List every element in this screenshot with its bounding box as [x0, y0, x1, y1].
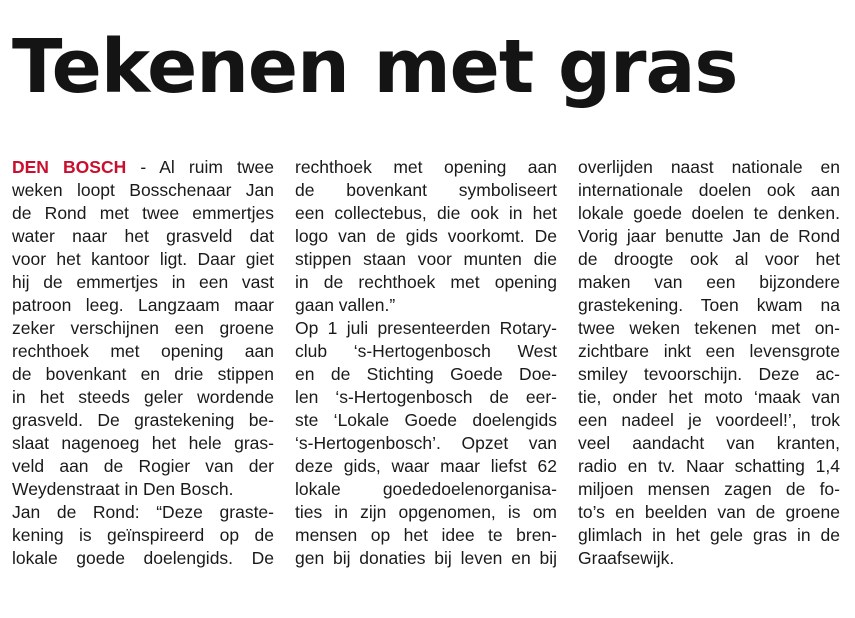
article-line: weken loopt Bosschenaar Jan	[12, 180, 274, 200]
article-line: Weydenstraat in Den Bosch.	[12, 479, 234, 499]
article-line: miljoen mensen zagen de fo-	[578, 479, 840, 499]
article-line: smiley tevoorschijn. Deze ac-	[578, 364, 840, 384]
article-line: gaan vallen.”	[295, 295, 396, 315]
article-line: lokale goede doelen te denken.	[578, 203, 840, 223]
article-column-3	[578, 156, 840, 570]
article-line: een nadeel je voordeel!’, trok	[578, 410, 840, 430]
article-line: tie, onder het moto ‘maak van	[578, 387, 840, 407]
article-line: maken van een bijzondere	[578, 272, 840, 292]
article-line: slaat nagenoeg het hele gras-	[12, 433, 274, 453]
article-line: veel aandacht van kranten,	[578, 433, 840, 453]
article-line: de Rond met twee emmertjes	[12, 203, 274, 223]
article-line: Vorig jaar benutte Jan de Rond	[578, 226, 840, 246]
article-line: zeker verschijnen een groene	[12, 318, 274, 338]
article-column-2	[295, 156, 557, 570]
article-line: de bovenkant symboliseert	[295, 180, 557, 200]
article-line: de droogte ook al voor het	[578, 249, 840, 269]
article-line: rechthoek met opening aan	[12, 341, 274, 361]
article-line: ste ‘Lokale Goede doelengids	[295, 410, 557, 430]
article-line: gen bij donaties bij leven en bij	[295, 548, 557, 568]
article-line: grasveld. De grastekening be-	[12, 410, 274, 430]
article-line: Jan de Rond: “Deze graste-	[12, 502, 274, 522]
article-line	[12, 156, 274, 179]
article-line: voor het kantoor ligt. Daar giet	[12, 249, 274, 269]
article-line: club ‘s-Hertogenbosch West	[295, 341, 557, 361]
article-line: zichtbare inkt een levensgrote	[578, 341, 840, 361]
article-line: deze gids, waar maar liefst 62	[295, 456, 557, 476]
article-line: logo van de gids voorkomt. De	[295, 226, 557, 246]
article-line: twee weken tekenen met on-	[578, 318, 840, 338]
article-line: lokale goede doelengids. De	[12, 548, 274, 568]
article-line: een collectebus, die ook in het	[295, 203, 557, 223]
article-line: to’s en beelden van de groene	[578, 502, 840, 522]
article-line-text: - Al ruim twee	[126, 157, 274, 177]
article-line: radio en tv. Naar schatting 1,4	[578, 456, 840, 476]
article-line: stippen staan voor munten die	[295, 249, 557, 269]
article-line: hij de emmertjes in een vast	[12, 272, 274, 292]
article-line: patroon leeg. Langzaam maar	[12, 295, 274, 315]
article-line: en de Stichting Goede Doe-	[295, 364, 557, 384]
article-line: grastekening. Toen kwam na	[578, 295, 840, 315]
article-column-1	[12, 156, 274, 570]
article-line: kening is geïnspireerd op de	[12, 525, 274, 545]
article-line: lokale goededoelenorganisa-	[295, 479, 557, 499]
article-line: Op 1 juli presenteerden Rotary-	[295, 318, 557, 338]
article-line: in de rechthoek met opening	[295, 272, 557, 292]
article-line: len ‘s-Hertogenbosch de eer-	[295, 387, 557, 407]
article-line: overlijden naast nationale en	[578, 157, 840, 177]
article-line: ties in zijn opgenomen, is om	[295, 502, 557, 522]
article-line: internationale doelen ook aan	[578, 180, 840, 200]
article-headline: Tekenen met gras	[12, 24, 738, 110]
article-line: veld aan de Rogier van der	[12, 456, 274, 476]
article-line: de bovenkant en drie stippen	[12, 364, 274, 384]
article-line: water naar het grasveld dat	[12, 226, 274, 246]
article-line: mensen op het idee te bren-	[295, 525, 557, 545]
article-line: glimlach in het gele gras in de	[578, 525, 840, 545]
article-line: Graafsewijk.	[578, 548, 675, 568]
article-line: rechthoek met opening aan	[295, 157, 557, 177]
dateline: DEN BOSCH	[12, 157, 127, 177]
article-line: in het steeds geler wordende	[12, 387, 274, 407]
article-line: ‘s-Hertogenbosch’. Opzet van	[295, 433, 557, 453]
